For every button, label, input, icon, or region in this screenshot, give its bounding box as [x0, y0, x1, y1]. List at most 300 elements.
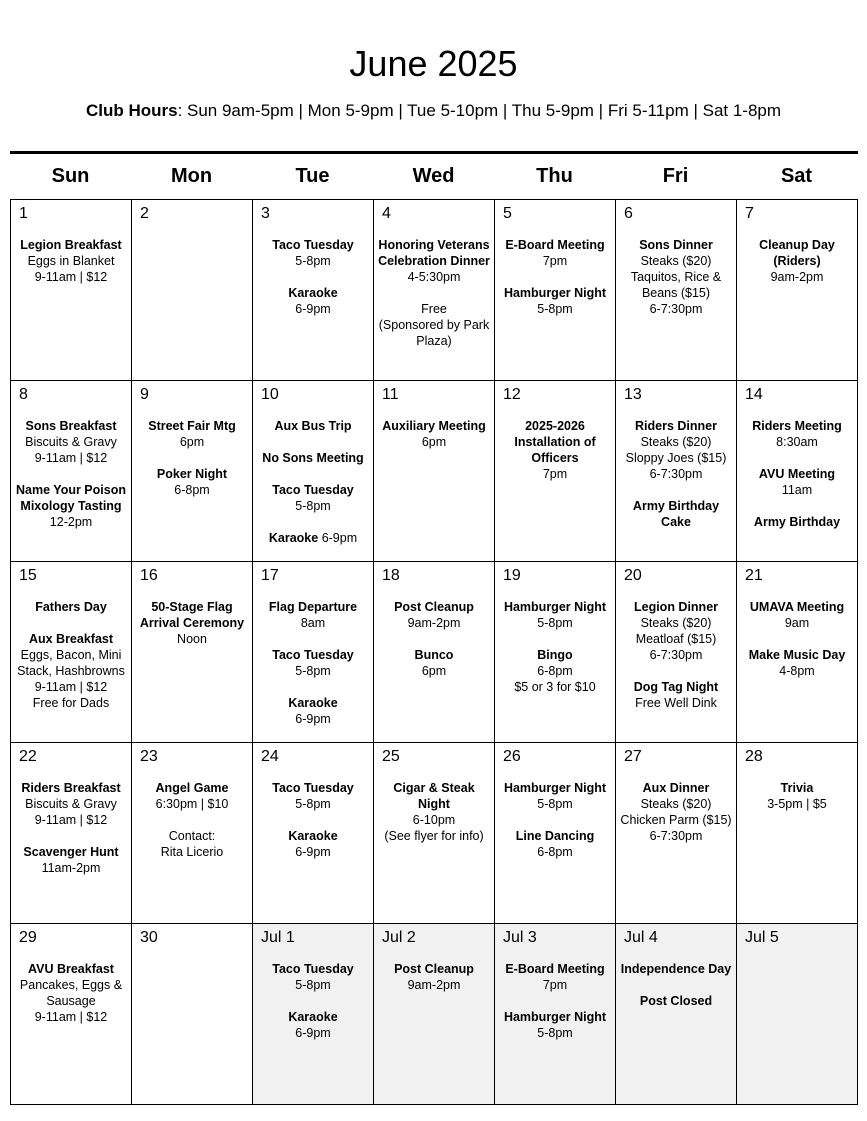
event-title-line [14, 599, 128, 615]
event-title-line [619, 961, 733, 977]
day-cell [616, 924, 737, 1105]
day-cell [132, 381, 253, 562]
calendar-event [740, 514, 854, 530]
event-detail: Biscuits & Gravy [25, 797, 117, 811]
calendar-event [498, 599, 612, 631]
event-title-line [256, 482, 370, 498]
weekday-label: Fri [662, 165, 689, 187]
event-title: Poker Night [156, 467, 228, 481]
event-title-line [14, 482, 128, 514]
event-detail: 4-8pm [779, 664, 815, 678]
event-title-line [619, 418, 733, 434]
calendar-event [377, 780, 491, 844]
event-detail: 6-8pm [537, 845, 573, 859]
day-number: 27 [624, 748, 642, 765]
day-events [740, 780, 854, 812]
day-events [619, 599, 733, 711]
calendar-event [256, 828, 370, 860]
day-number: 3 [261, 205, 270, 222]
day-number: 6 [624, 205, 633, 222]
event-detail: 9am [784, 616, 810, 630]
day-cell [11, 743, 132, 924]
day-cell [495, 200, 616, 381]
day-number: 25 [382, 748, 400, 765]
event-detail: Eggs in Blanket [27, 254, 115, 268]
event-detail: Free Well Dink [635, 696, 717, 710]
event-detail: 7pm [542, 467, 568, 481]
day-events [619, 780, 733, 844]
day-number: Jul 4 [624, 929, 658, 946]
event-detail: 6-8pm [174, 483, 210, 497]
event-title-line [256, 530, 370, 546]
event-title-line [619, 679, 733, 695]
event-title-line [498, 237, 612, 253]
event-title: Taco Tuesday [272, 648, 354, 662]
day-cell [737, 562, 858, 743]
event-title: Riders Meeting [752, 419, 842, 433]
event-title-line [498, 285, 612, 301]
day-number: 1 [19, 205, 28, 222]
event-title: Post Closed [639, 994, 713, 1008]
event-title: Name Your Poison Mixology Tasting [16, 483, 126, 513]
day-events [256, 961, 370, 1041]
event-title-line [135, 466, 249, 482]
day-events [377, 961, 491, 993]
day-events [740, 599, 854, 679]
day-number: 15 [19, 567, 37, 584]
day-cell [737, 381, 858, 562]
event-detail: 6:30pm | $10 [155, 797, 229, 811]
event-title: E-Board Meeting [505, 962, 605, 976]
day-cell [374, 381, 495, 562]
event-detail: $5 or 3 for $10 [514, 680, 596, 694]
day-cell [616, 200, 737, 381]
calendar-event [498, 647, 612, 695]
event-title-line [14, 780, 128, 796]
event-detail: 6pm [179, 435, 205, 449]
calendar-event [256, 1009, 370, 1041]
calendar-event [498, 1009, 612, 1041]
day-cell [374, 924, 495, 1105]
day-events [14, 237, 128, 285]
event-title-line [377, 237, 491, 269]
calendar-event [256, 695, 370, 727]
event-title: E-Board Meeting [505, 238, 605, 252]
event-title: Make Music Day [748, 648, 846, 662]
weekday-label: Sat [780, 165, 813, 187]
event-detail: (See flyer for info) [384, 829, 484, 843]
event-title: Line Dancing [515, 829, 595, 843]
event-detail: 9-11am | $12 [34, 680, 108, 694]
day-cell [374, 562, 495, 743]
day-cell [132, 743, 253, 924]
event-title: Taco Tuesday [272, 962, 354, 976]
event-title-line [256, 450, 370, 466]
weekday-header [10, 154, 858, 199]
event-title: Street Fair Mtg [148, 419, 236, 433]
day-events [498, 780, 612, 860]
calendar-event [619, 599, 733, 663]
event-detail: (Sponsored by Park Plaza) [378, 318, 490, 348]
event-detail: Contact: [168, 829, 216, 843]
event-title: Karaoke [268, 531, 319, 545]
weekday-label: Mon [170, 165, 213, 187]
day-cell [616, 562, 737, 743]
event-title: Trivia [780, 781, 814, 795]
event-detail: 6-9pm [295, 712, 331, 726]
day-cell [495, 381, 616, 562]
event-title: Honoring Veterans Celebration Dinner [378, 238, 490, 268]
day-events [377, 237, 491, 349]
event-detail: 8am [300, 616, 326, 630]
event-title: Post Cleanup [394, 962, 474, 976]
day-events [14, 961, 128, 1025]
calendar-event [498, 285, 612, 317]
event-title-line [135, 780, 249, 796]
calendar-event [256, 482, 370, 514]
calendar-event [377, 237, 491, 285]
event-detail: 9am-2pm [407, 978, 461, 992]
event-title: No Sons Meeting [262, 451, 364, 465]
event-detail: Steaks ($20) [640, 435, 712, 449]
event-detail: Steaks ($20) [640, 797, 712, 811]
event-detail: Meatloaf ($15) [635, 632, 717, 646]
event-title: Army Birthday Cake [632, 499, 720, 529]
event-detail: 5-8pm [295, 978, 331, 992]
event-title-line [619, 599, 733, 615]
day-cell [737, 200, 858, 381]
calendar-event [377, 599, 491, 631]
weekday-label: Tue [295, 165, 330, 187]
club-hours [0, 100, 867, 122]
event-title: 2025-2026 Installation of Officers [514, 419, 596, 465]
event-title: Hamburger Night [503, 600, 607, 614]
day-events [256, 418, 370, 546]
day-events [135, 418, 249, 498]
calendar-event [14, 237, 128, 285]
event-title-line [256, 647, 370, 663]
day-number: 23 [140, 748, 158, 765]
day-events [14, 780, 128, 876]
event-detail: 6-7:30pm [649, 467, 703, 481]
calendar-event [256, 418, 370, 434]
calendar-event [14, 844, 128, 876]
day-events [14, 418, 128, 530]
event-title-line [498, 599, 612, 615]
calendar-event [256, 285, 370, 317]
calendar-event [135, 828, 249, 860]
event-title: Bingo [537, 648, 573, 662]
event-title-line [740, 647, 854, 663]
day-cell [616, 743, 737, 924]
event-detail: 7pm [542, 978, 568, 992]
day-cell [495, 924, 616, 1105]
event-detail: Eggs, Bacon, Mini Stack, Hashbrowns [17, 648, 125, 678]
day-number: 26 [503, 748, 521, 765]
weekday-label: Wed [412, 165, 455, 187]
calendar-event [14, 418, 128, 466]
calendar-event [740, 780, 854, 812]
calendar-event [135, 599, 249, 647]
event-title: Hamburger Night [503, 781, 607, 795]
day-events [14, 599, 128, 711]
calendar-event [256, 530, 370, 546]
calendar-event [498, 961, 612, 993]
event-title-line [619, 780, 733, 796]
event-title: Cigar & Steak Night [393, 781, 475, 811]
calendar-event [256, 647, 370, 679]
event-detail: 7pm [542, 254, 568, 268]
calendar-event [377, 301, 491, 349]
event-detail: 5-8pm [537, 616, 573, 630]
event-title: Karaoke [288, 696, 338, 710]
day-events [377, 780, 491, 844]
event-detail: 5-8pm [295, 797, 331, 811]
event-title: Karaoke [288, 829, 338, 843]
event-title: Taco Tuesday [272, 781, 354, 795]
calendar-event [135, 418, 249, 450]
event-title: Bunco [414, 648, 454, 662]
event-title-line [256, 237, 370, 253]
event-title: Cleanup Day (Riders) [759, 238, 835, 268]
club-hours-label: Club Hours [85, 101, 178, 120]
day-events [619, 418, 733, 530]
day-number: Jul 1 [261, 929, 295, 946]
event-detail: Sloppy Joes ($15) [625, 451, 727, 465]
day-number: 5 [503, 205, 512, 222]
day-events [498, 237, 612, 317]
event-time: 6-9pm [318, 531, 358, 545]
day-number: 9 [140, 386, 149, 403]
event-title: Hamburger Night [503, 1010, 607, 1024]
calendar-event [256, 780, 370, 812]
calendar-grid [10, 199, 858, 1105]
event-detail: 6-9pm [295, 302, 331, 316]
day-number: Jul 3 [503, 929, 537, 946]
event-title-line [14, 418, 128, 434]
calendar-event [740, 418, 854, 450]
event-title-line [498, 780, 612, 796]
event-title: Aux Bus Trip [274, 419, 352, 433]
day-number: 22 [19, 748, 37, 765]
event-title-line [14, 631, 128, 647]
calendar-event [14, 599, 128, 615]
calendar-event [256, 599, 370, 631]
calendar-event [740, 647, 854, 679]
day-events [619, 961, 733, 1009]
event-title: Army Birthday [753, 515, 841, 529]
event-title-line [740, 780, 854, 796]
day-cell [616, 381, 737, 562]
event-detail: 4-5:30pm [407, 270, 461, 284]
event-detail: Steaks ($20) [640, 254, 712, 268]
event-detail: 5-8pm [537, 1026, 573, 1040]
event-detail: 6-7:30pm [649, 829, 703, 843]
event-title: Taco Tuesday [272, 238, 354, 252]
event-detail: Free [421, 302, 447, 316]
event-title-line [256, 695, 370, 711]
day-events [740, 418, 854, 530]
event-title: Dog Tag Night [633, 680, 719, 694]
event-title-line [377, 418, 491, 434]
day-cell [737, 924, 858, 1105]
event-detail: 6pm [421, 435, 447, 449]
event-title-line [498, 961, 612, 977]
event-detail: Chicken Parm ($15) [620, 813, 732, 827]
event-title: AVU Meeting [758, 467, 836, 481]
day-number: 10 [261, 386, 279, 403]
calendar-event [377, 418, 491, 450]
day-number: 18 [382, 567, 400, 584]
event-detail: 5-8pm [295, 254, 331, 268]
day-cell [253, 562, 374, 743]
calendar-event [619, 237, 733, 317]
calendar-event [377, 647, 491, 679]
event-title-line [740, 599, 854, 615]
event-title-line [135, 599, 249, 631]
event-title-line [256, 780, 370, 796]
event-title-line [256, 1009, 370, 1025]
calendar-event [619, 961, 733, 977]
event-detail: 5-8pm [295, 664, 331, 678]
event-title: Karaoke [288, 286, 338, 300]
day-events [498, 599, 612, 695]
day-events [619, 237, 733, 317]
event-title: Legion Dinner [633, 600, 719, 614]
event-detail: 6-9pm [295, 845, 331, 859]
event-detail: Biscuits & Gravy [25, 435, 117, 449]
day-events [256, 599, 370, 727]
weekday-label: Sun [51, 165, 90, 187]
day-number: 7 [745, 205, 754, 222]
day-number: 12 [503, 386, 521, 403]
event-title: AVU Breakfast [28, 962, 114, 976]
day-number: 20 [624, 567, 642, 584]
calendar-event [619, 418, 733, 482]
event-detail: 6pm [421, 664, 447, 678]
day-cell [11, 562, 132, 743]
event-detail: 6-7:30pm [649, 302, 703, 316]
day-events [377, 418, 491, 450]
day-cell [132, 200, 253, 381]
day-events [498, 961, 612, 1041]
calendar-event [619, 993, 733, 1009]
day-events [377, 599, 491, 679]
event-detail: 9am-2pm [770, 270, 824, 284]
day-number: 11 [382, 386, 399, 403]
day-events [740, 237, 854, 285]
day-cell [495, 562, 616, 743]
page-title: June 2025 [349, 43, 518, 84]
event-title: Hamburger Night [503, 286, 607, 300]
event-detail: 6-7:30pm [649, 648, 703, 662]
weekday-label: Thu [536, 165, 573, 187]
calendar-event [135, 466, 249, 498]
event-title: Sons Dinner [639, 238, 713, 252]
event-title: Scavenger Hunt [23, 845, 119, 859]
day-cell [253, 381, 374, 562]
event-title-line [256, 599, 370, 615]
event-title-line [740, 418, 854, 434]
day-number: Jul 5 [745, 929, 779, 946]
day-cell [495, 743, 616, 924]
day-cell [11, 381, 132, 562]
event-detail: Free for Dads [32, 696, 110, 710]
day-cell [737, 743, 858, 924]
event-title: Taco Tuesday [272, 483, 354, 497]
day-events [135, 599, 249, 647]
event-title-line [619, 498, 733, 530]
calendar-event [256, 237, 370, 269]
event-detail: 3-5pm | $5 [767, 797, 827, 811]
day-cell [11, 924, 132, 1105]
event-title-line [498, 828, 612, 844]
day-number: 17 [261, 567, 279, 584]
event-title: Flag Departure [268, 600, 358, 614]
day-cell [374, 743, 495, 924]
day-cell [11, 200, 132, 381]
calendar-event [619, 679, 733, 711]
event-detail: Taquitos, Rice & Beans ($15) [630, 270, 722, 300]
day-number: 16 [140, 567, 158, 584]
event-title-line [377, 647, 491, 663]
event-title-line [14, 237, 128, 253]
event-title-line [377, 961, 491, 977]
calendar-event [14, 780, 128, 828]
calendar-event [498, 828, 612, 860]
day-events [498, 418, 612, 482]
event-detail: Rita Licerio [160, 845, 224, 859]
day-cell [132, 924, 253, 1105]
day-number: 4 [382, 205, 391, 222]
day-number: 30 [140, 929, 158, 946]
calendar-event [498, 418, 612, 482]
event-detail: Pancakes, Eggs & Sausage [19, 978, 123, 1008]
calendar-event [256, 450, 370, 466]
calendar-event [14, 961, 128, 1025]
day-number: 29 [19, 929, 37, 946]
event-detail: Steaks ($20) [640, 616, 712, 630]
event-title-line [14, 844, 128, 860]
event-title-line [256, 828, 370, 844]
event-title-line [498, 418, 612, 466]
event-detail: 6-9pm [295, 1026, 331, 1040]
event-detail: 11am [781, 483, 813, 497]
event-detail: Noon [177, 632, 207, 646]
event-detail: 6-10pm [412, 813, 456, 827]
calendar-event [498, 237, 612, 269]
day-number: 19 [503, 567, 521, 584]
event-title-line [498, 647, 612, 663]
event-title-line [619, 237, 733, 253]
event-title-line [14, 961, 128, 977]
day-number: 28 [745, 748, 763, 765]
day-cell [374, 200, 495, 381]
event-title-line [619, 993, 733, 1009]
day-number: 21 [745, 567, 763, 584]
club-hours-text: : Sun 9am-5pm | Mon 5-9pm | Tue 5-10pm | Thu 5-9pm | Fri 5-11pm | Sat 1-8pm [177, 101, 782, 120]
event-title-line [740, 466, 854, 482]
day-cell [253, 743, 374, 924]
calendar-event [740, 599, 854, 631]
day-number: 8 [19, 386, 28, 403]
event-title: Fathers Day [35, 600, 107, 614]
event-title: Aux Dinner [642, 781, 710, 795]
event-detail: 11am-2pm [41, 861, 101, 875]
event-title-line [256, 961, 370, 977]
event-title: Riders Dinner [635, 419, 717, 433]
event-title-line [740, 237, 854, 269]
